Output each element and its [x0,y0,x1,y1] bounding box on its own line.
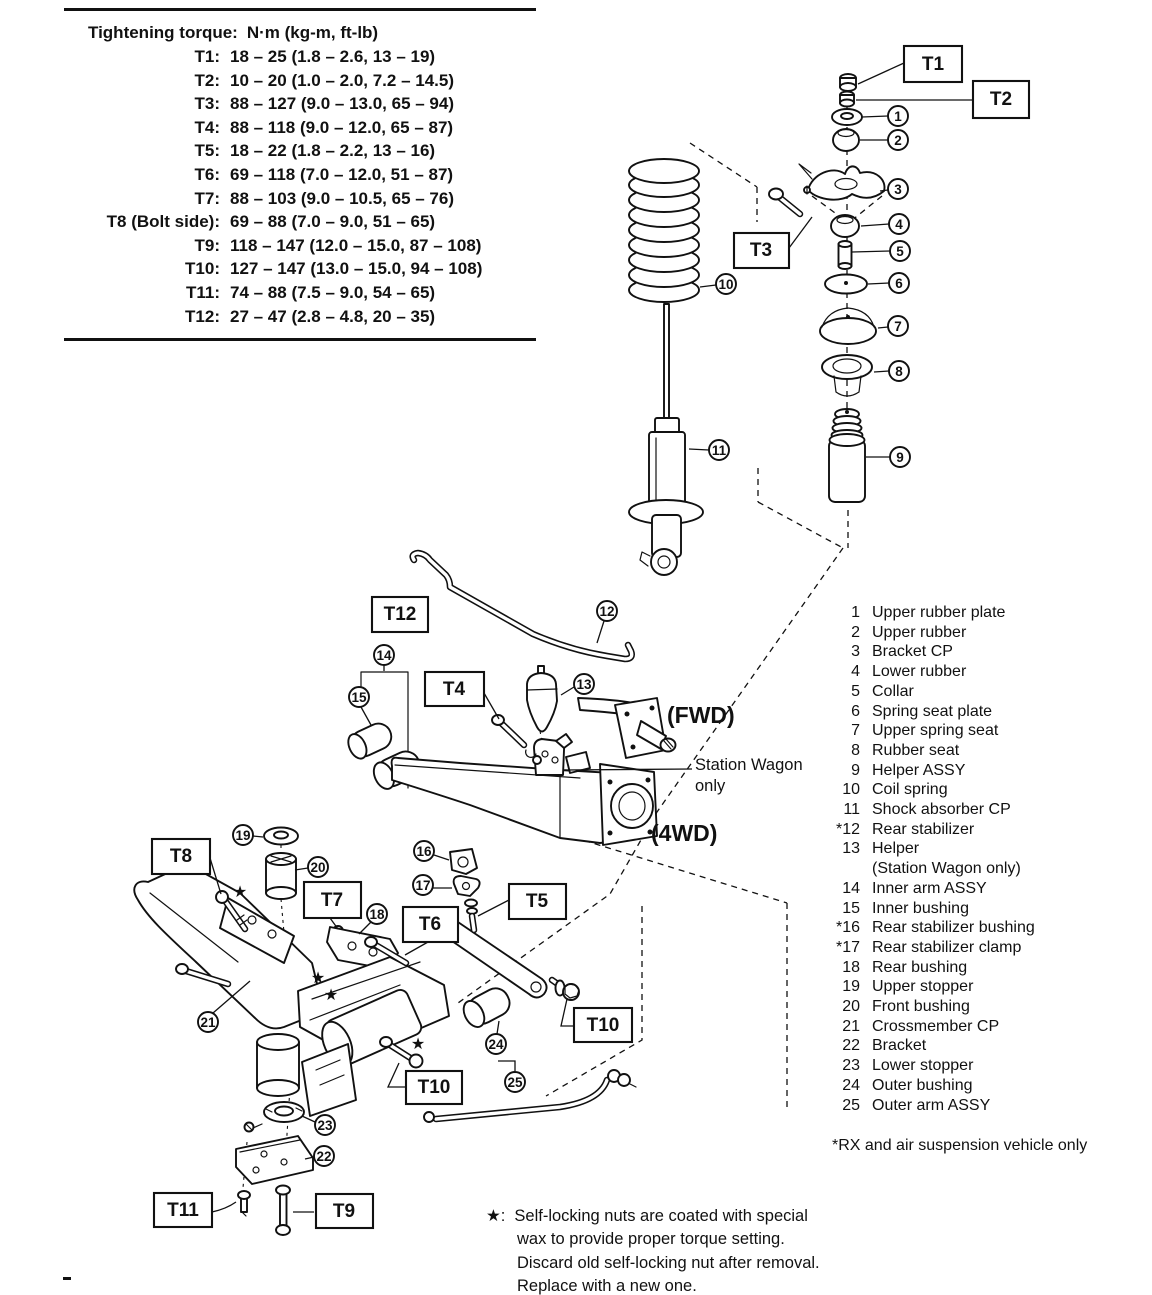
callout-19 [233,825,253,845]
t11-label [154,1193,212,1227]
svg-text:3: 3 [894,182,902,197]
coil-spring [629,159,699,302]
star-icon: ★ [232,882,248,901]
part-name: Shock absorber CP [872,801,1011,819]
torque-label: T10: [185,259,220,279]
callout-12 [597,601,617,621]
svg-text:T8: T8 [169,846,193,867]
part-number: 2 [851,623,860,641]
part-front-bushing [266,853,296,899]
svg-text:T5: T5 [525,891,549,912]
parts-list-item [820,1076,1087,1096]
note-line: wax to provide proper torque setting. [517,1230,785,1249]
torque-row [64,116,536,140]
part-number: 14 [842,879,860,897]
t10-left-label [406,1071,462,1104]
page-mark [63,1277,71,1280]
star-marker: ★: [486,1207,506,1225]
torque-value: 74 – 88 (7.5 – 9.0, 54 – 65) [230,282,436,302]
torque-table [64,8,536,341]
svg-text:T11: T11 [167,1200,199,1221]
part-lower-rubber [831,215,859,237]
part-name: Inner arm ASSY [872,879,987,897]
callout-2 [888,130,908,150]
svg-text:22: 22 [316,1149,332,1164]
part-name: Upper rubber plate [872,604,1006,621]
callout-5 [890,241,910,261]
torque-label: T9: [194,235,220,255]
svg-text:4: 4 [895,217,903,232]
parts-list-item [820,780,1087,800]
t11-screw [238,1191,250,1216]
parts-list-item [820,859,1087,879]
part-number: 19 [842,978,860,996]
parts-list-item [820,662,1087,682]
torque-value: 10 – 20 (1.0 – 2.0, 7.2 – 14.5) [230,70,454,90]
part-number: *12 [835,820,860,838]
parts-list-item [820,1096,1087,1116]
part-number: 15 [842,899,860,917]
parts-list-item [820,603,1087,623]
parts-list-item [820,1036,1087,1056]
part-number: 13 [842,840,860,858]
svg-text:T9: T9 [332,1201,356,1222]
part-name: Lower rubber [872,663,967,681]
callout-21 [198,1012,218,1032]
svg-text:23: 23 [317,1118,333,1133]
part-name: Upper spring seat [872,722,999,740]
parts-list-item [820,820,1087,840]
part-helper-funnel [527,666,557,732]
callout-3 [888,179,908,199]
svg-text:T10: T10 [586,1015,620,1036]
note-line [486,1205,820,1228]
part-name: Helper [872,840,920,858]
part-name: Coil spring [872,781,948,799]
callout-1 [888,106,908,126]
parts-list-item [820,702,1087,722]
part-number: 20 [842,998,860,1016]
torque-label: T6: [194,164,220,184]
svg-text:20: 20 [310,860,326,875]
torque-row [64,139,536,163]
part-number: 23 [842,1057,860,1075]
parts-list-item [820,958,1087,978]
callout-24 [486,1034,506,1054]
callout-16 [414,841,434,861]
part-spring-seat-plate [825,275,867,294]
callout-6 [889,273,909,293]
part-number: 18 [842,958,860,976]
svg-text:18: 18 [369,907,385,922]
svg-text:5: 5 [896,244,904,259]
parts-list-item [820,741,1087,761]
t7-label [304,882,361,918]
parts-list-item [820,682,1087,702]
parts-list-item [820,839,1087,859]
torque-row [64,305,536,329]
svg-text:15: 15 [351,690,367,705]
svg-text:T4: T4 [442,679,466,700]
svg-text:T7: T7 [320,890,344,911]
callout-25 [505,1072,525,1092]
parts-list-item [820,918,1087,938]
parts-list-item [820,879,1087,899]
torque-label: T8 (Bolt side): [106,212,220,232]
svg-text:11: 11 [711,443,727,458]
torque-row [64,281,536,305]
callout-7 [888,316,908,336]
part-number: 3 [851,643,860,661]
parts-list-item [820,977,1087,997]
t3-label [734,233,789,268]
station-wagon-annotation [695,755,803,797]
part-lower-stopper [245,1102,305,1132]
strut-mount-parts [769,74,884,502]
svg-text:9: 9 [896,450,904,465]
svg-text:1: 1 [894,109,902,124]
part-name: Front bushing [872,998,970,1016]
part-number: 11 [843,801,860,819]
torque-value: 88 – 103 (9.0 – 10.5, 65 – 76) [230,188,455,208]
callout-14 [374,645,394,665]
torque-table-header [64,20,536,45]
t12-label [372,597,428,632]
svg-text:25: 25 [507,1075,523,1090]
t5-label [509,884,566,919]
trailing-arm [392,734,657,845]
shock-absorber [629,304,703,575]
torque-label: T2: [194,70,220,90]
parts-list-item [820,997,1087,1017]
part-number: 10 [842,781,860,799]
part-number: *16 [835,919,860,937]
part-upper-stopper [264,828,298,845]
part-name: Rubber seat [872,741,960,759]
note-line: Discard old self-locking nut after removal. [517,1253,820,1272]
part-name: Lower stopper [872,1057,974,1075]
part-name: Upper rubber [872,623,967,641]
part-bracket-cp [799,164,884,200]
part-name: Rear bushing [872,958,968,976]
torque-value: 88 – 127 (9.0 – 13.0, 65 – 94) [230,94,455,114]
svg-text:T3: T3 [749,240,773,261]
self-locking-nut-note [486,1205,820,1295]
part-number: 1 [851,604,860,621]
torque-row [64,210,536,234]
t9-label [316,1194,373,1228]
callout-17 [413,875,433,895]
callout-13 [574,674,594,694]
part-number: 24 [842,1076,860,1094]
part-upper-rubber-plate [832,109,862,125]
t6-label [403,907,458,942]
svg-text:17: 17 [415,878,431,893]
torque-label: T7: [194,188,220,208]
torque-label: T3: [194,94,220,114]
t10-right-label [574,1008,632,1042]
svg-text:21: 21 [200,1015,216,1030]
parts-list-item [820,721,1087,741]
t8-label [152,839,210,874]
callout-8 [889,361,909,381]
part-name: Rear stabilizer bushing [872,919,1035,937]
torque-value: 69 – 118 (7.0 – 12.0, 51 – 87) [230,164,454,184]
part-name: Rear stabilizer clamp [872,938,1022,956]
t4-label [425,672,484,706]
part-upper-spring-seat [820,308,876,344]
part-name: Rear stabilizer [872,820,975,838]
part-name: Inner bushing [872,899,969,917]
part-name: Outer arm ASSY [872,1096,991,1114]
t3-bolt [769,186,810,214]
part-number: 22 [842,1037,860,1055]
torque-label: T4: [194,117,220,137]
part-name: (Station Wagon only) [872,860,1021,878]
part-rubber-seat [822,355,872,396]
t2-nut [840,92,854,107]
note-line: Replace with a new one. [517,1277,697,1295]
torque-table-title: Tightening torque: [88,23,238,42]
svg-text:7: 7 [894,319,902,334]
svg-text:16: 16 [416,844,432,859]
star-icon: ★ [410,1034,426,1053]
parts-list-item [820,761,1087,781]
svg-text:12: 12 [599,604,615,619]
torque-value: 88 – 118 (9.0 – 12.0, 65 – 87) [230,117,454,137]
svg-text:T12: T12 [383,604,417,625]
torque-value: 27 – 47 (2.8 – 4.8, 20 – 35) [230,306,436,326]
part-helper-assy [829,409,865,502]
parts-list-item [820,800,1087,820]
svg-text:10: 10 [718,277,734,292]
callout-9 [890,447,910,467]
parts-list-item [820,1017,1087,1037]
fwd-annotation: (FWD) [667,702,735,728]
torque-value: 18 – 25 (1.8 – 2.6, 13 – 19) [230,47,436,66]
parts-list-item [820,623,1087,643]
torque-label: T12: [185,306,220,326]
parts-list-item [820,899,1087,919]
part-number: 9 [851,761,860,779]
callout-18 [367,904,387,924]
part-number: 25 [842,1096,860,1114]
svg-text:T6: T6 [418,914,442,935]
callout-23 [315,1115,335,1135]
svg-text:T10: T10 [417,1077,451,1098]
torque-label: T11: [185,282,220,302]
note-text: Self-locking nuts are coated with special [514,1207,808,1225]
svg-text:14: 14 [376,648,392,663]
station-wagon-line1: Station Wagon [695,756,803,774]
svg-text:8: 8 [895,364,903,379]
t1-label [904,46,962,82]
callout-20 [308,857,328,877]
torque-table-units: N·m (kg-m, ft-lb) [246,23,379,42]
t2-label [973,81,1029,118]
part-name: Upper stopper [872,978,974,996]
station-wagon-line2: only [695,777,726,795]
star-icon: ★ [323,985,339,1004]
star-icon: ★ [310,968,326,987]
torque-row [64,257,536,281]
part-number: 21 [842,1017,860,1035]
svg-text:19: 19 [235,828,251,843]
parts-list-footnote: *RX and air suspension vehicle only [832,1137,1088,1155]
parts-list-item [820,1056,1087,1076]
part-bracket-plate [236,1136,313,1184]
part-name: Bracket [872,1037,927,1055]
t1-nut [840,74,856,91]
part-number: 8 [851,741,860,759]
callout-22 [314,1146,334,1166]
torque-row [64,92,536,116]
part-stabilizer-bushing [450,849,477,874]
4wd-annotation: (4WD) [651,820,718,846]
part-name: Crossmember CP [872,1017,1000,1035]
part-name: Helper ASSY [872,761,966,779]
torque-label: T5: [194,141,220,161]
svg-text:24: 24 [488,1037,504,1052]
part-name: Bracket CP [872,643,953,661]
part-number: 7 [851,722,860,740]
torque-row [64,69,536,93]
part-number: 5 [851,682,860,700]
torque-row [64,187,536,211]
torque-label: T1: [194,47,220,66]
part-upper-rubber [833,129,859,151]
callout-10 [716,274,736,294]
part-collar [839,241,852,269]
svg-text:T2: T2 [989,89,1013,110]
part-name: Outer bushing [872,1076,973,1094]
torque-value: 18 – 22 (1.8 – 2.2, 13 – 16) [230,141,436,161]
parts-list-item [820,938,1087,958]
svg-text:2: 2 [894,133,902,148]
torque-row [64,234,536,258]
t10-right-bolt [552,980,579,1000]
part-name: Spring seat plate [872,702,993,720]
parts-list-item [820,642,1087,662]
torque-row [64,45,536,69]
torque-row [64,163,536,187]
torque-value: 69 – 88 (7.0 – 9.0, 51 – 65) [230,212,436,232]
part-number: *17 [835,938,860,956]
svg-text:T1: T1 [921,54,945,75]
t9-bolt [276,1186,290,1236]
callout-4 [889,214,909,234]
part-number: 6 [851,702,860,720]
torque-value: 127 – 147 (13.0 – 15.0, 94 – 108) [230,259,483,279]
svg-text:13: 13 [576,677,592,692]
callout-11 [709,440,729,460]
callout-15 [349,687,369,707]
parts-list [820,603,1087,1156]
torque-value: 118 – 147 (12.0 – 15.0, 87 – 108) [230,235,482,255]
part-number: 4 [851,663,860,681]
part-name: Collar [872,682,914,700]
fwd-knuckle [578,698,676,758]
svg-text:6: 6 [895,276,903,291]
